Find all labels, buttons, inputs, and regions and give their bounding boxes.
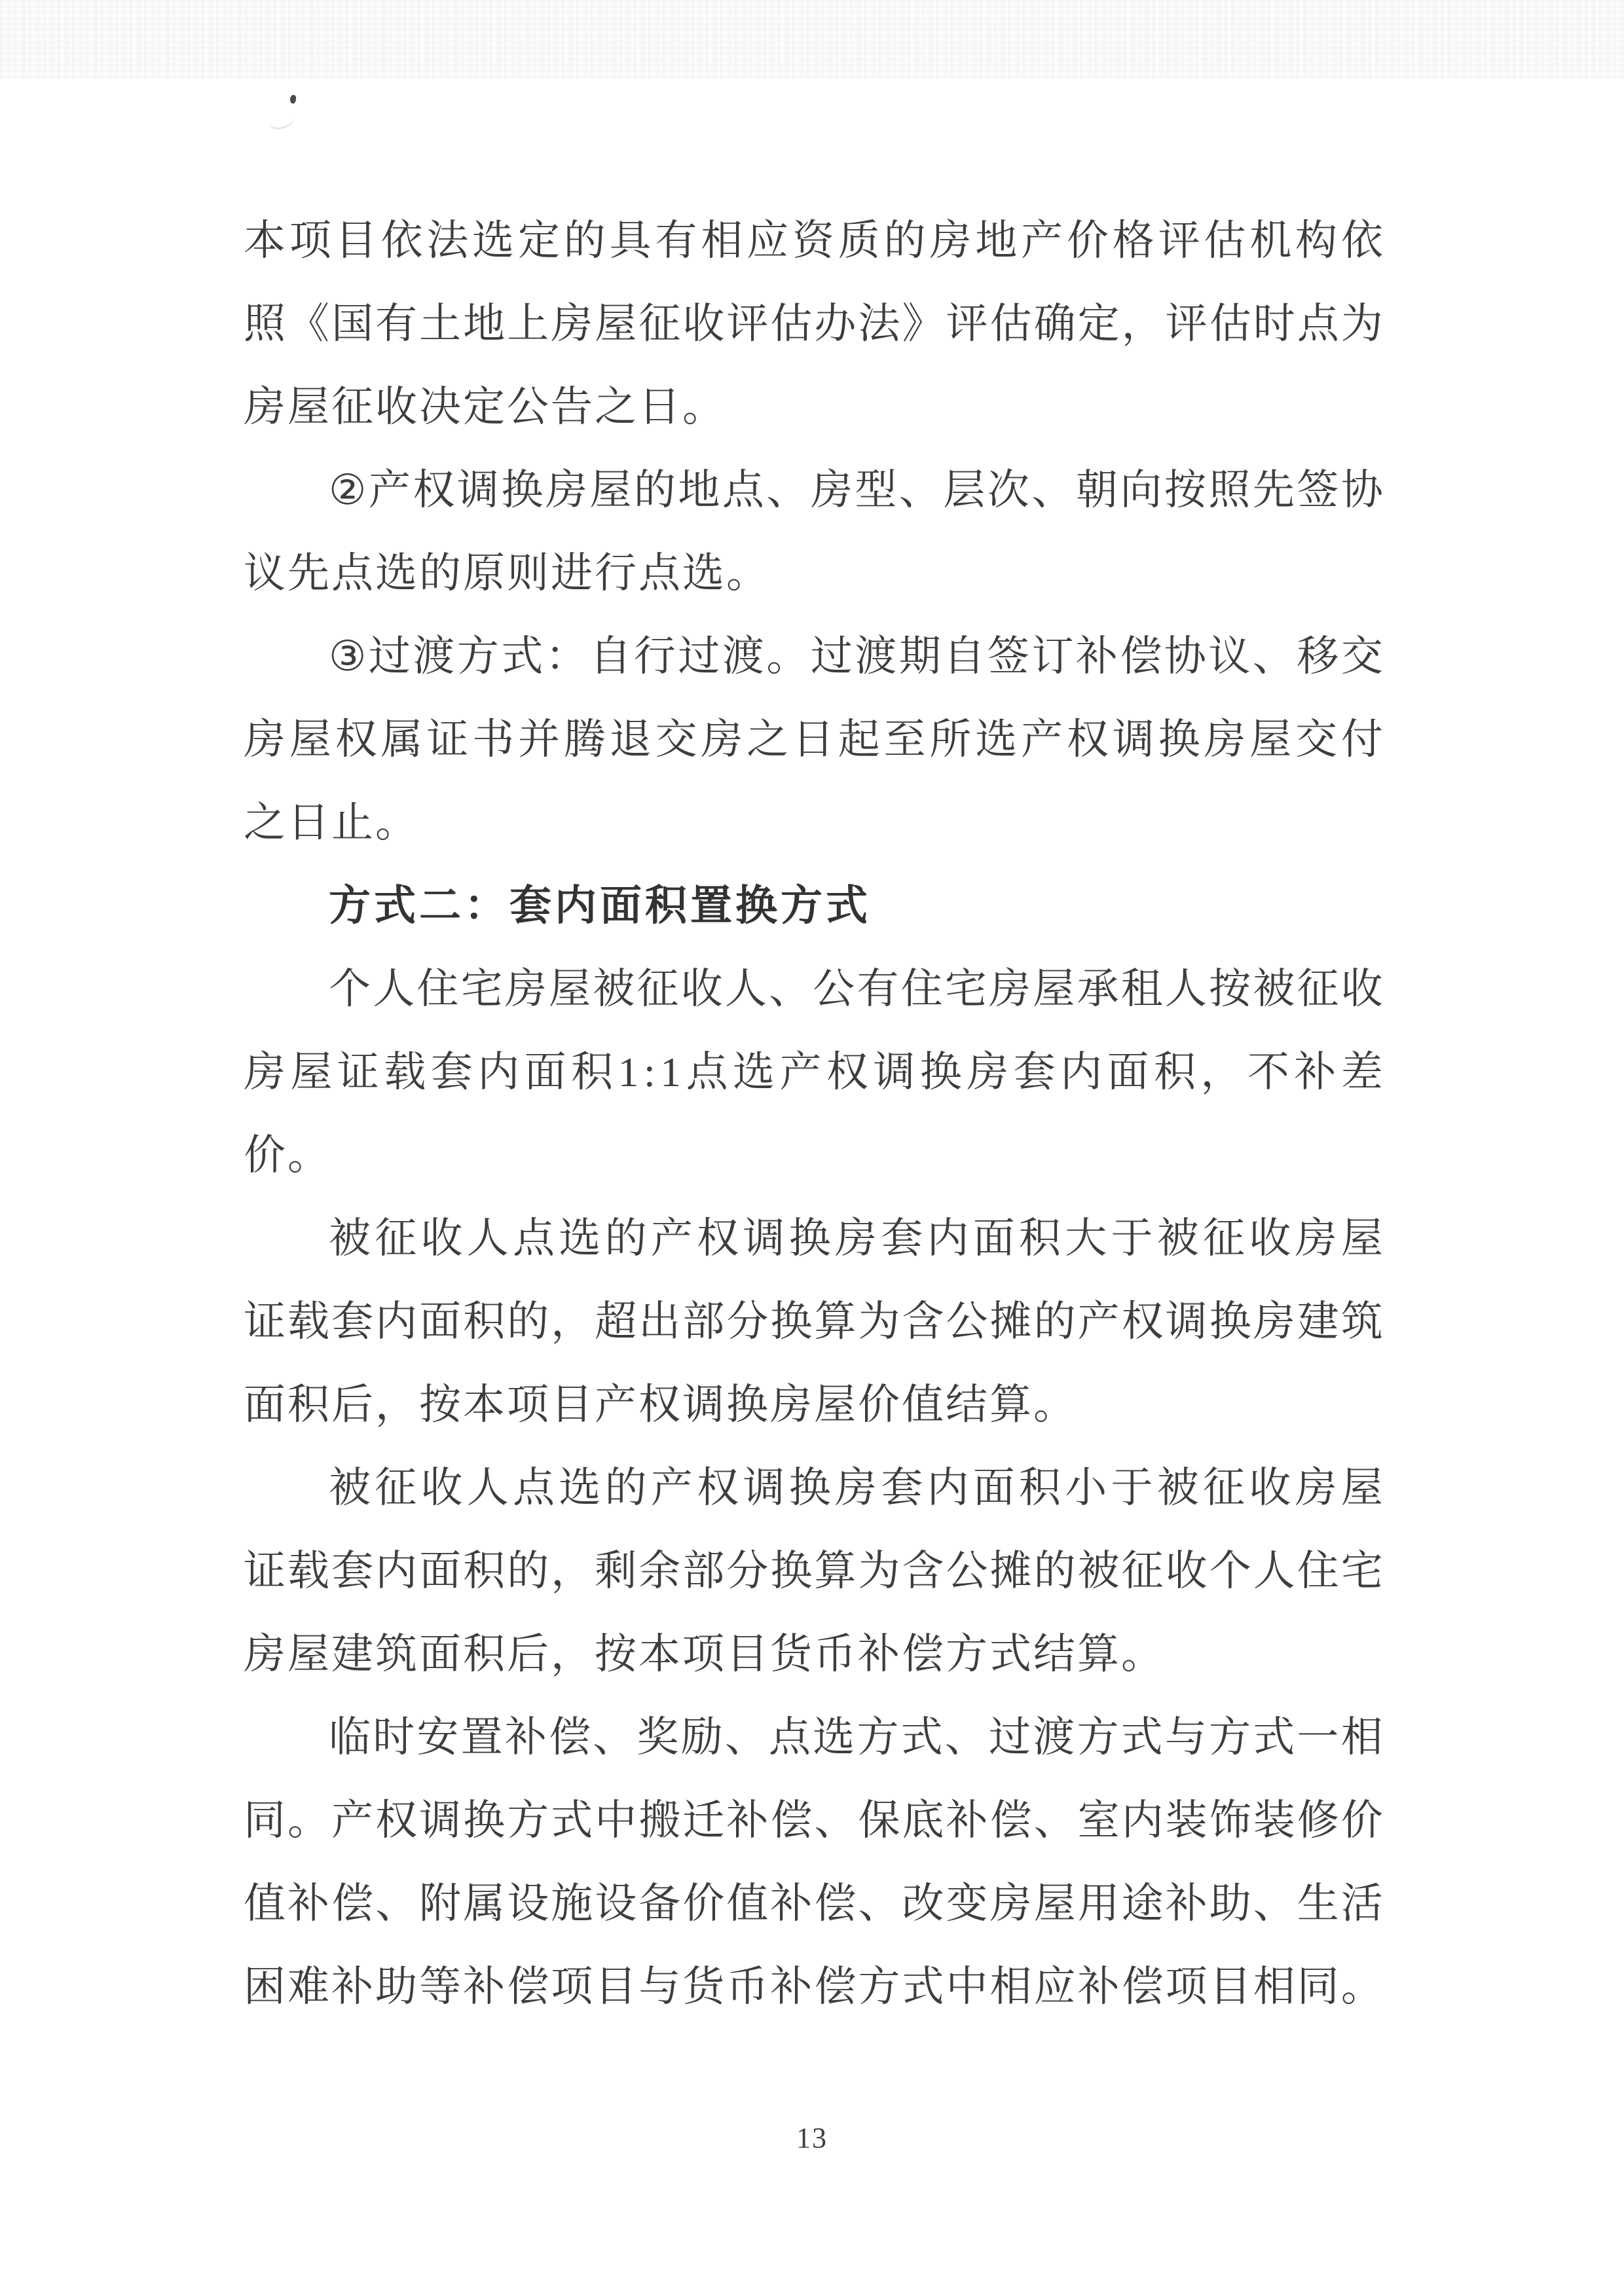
text-line: ③ 过 渡 方 式 ： 自 行 过 渡 。 过 渡 期 自 签 订 补 偿 协 议 、 移 交 bbox=[329, 633, 1383, 680]
text-line: 临 时 安 置 补 偿 、 奖 励 、 点 选 方 式 、 过 渡 方 式 与 方 式 一 相 bbox=[329, 1714, 1383, 1760]
section-heading: 方式二：套内面积置换方式 bbox=[329, 882, 871, 929]
text-line: 证 载 套 内 面 积 的 ， 剩 余 部 分 换 算 为 含 公 摊 的 被 征 收 个 人 住 宅 bbox=[244, 1548, 1383, 1594]
scan-ink-dot bbox=[289, 94, 297, 104]
text-line: 房屋征收决定公告之日。 bbox=[244, 384, 726, 430]
text-line: 照 《 国 有 土 地 上 房 屋 征 收 评 估 办 法 》 评 估 确 定 ， 评 估 时 点 为 bbox=[244, 301, 1383, 347]
text-line: 房屋建筑面积后，按本项目货币补偿方式结算。 bbox=[244, 1631, 1165, 1677]
text-line: 值 补 偿 、 附 属 设 施 设 备 价 值 补 偿 、 改 变 房 屋 用 途 补 助 、 生 活 bbox=[244, 1880, 1383, 1927]
text-line: 证 载 套 内 面 积 的 ， 超 出 部 分 换 算 为 含 公 摊 的 产 权 调 换 房 建 筑 bbox=[244, 1298, 1383, 1345]
text-line: 个 人 住 宅 房 屋 被 征 收 人 、 公 有 住 宅 房 屋 承 租 人 按 被 征 收 bbox=[329, 966, 1383, 1012]
scan-smudge-mark bbox=[267, 108, 296, 130]
text-line: 价。 bbox=[244, 1132, 331, 1178]
text-line: 之日止。 bbox=[244, 799, 419, 846]
text-line: 同 。 产 权 调 换 方 式 中 搬 迁 补 偿 、 保 底 补 偿 、 室 内 装 饰 装 修 价 bbox=[244, 1797, 1383, 1844]
text-line: 房 屋 证 载 套 内 面 积 1 : 1 点 选 产 权 调 换 房 套 内 面 积 ， 不 补 差 bbox=[244, 1049, 1383, 1095]
text-line: 被 征 收 人 点 选 的 产 权 调 换 房 套 内 面 积 大 于 被 征 收 房 屋 bbox=[329, 1215, 1383, 1262]
text-line: 面积后，按本项目产权调换房屋价值结算。 bbox=[244, 1381, 1077, 1428]
text-line: 本 项 目 依 法 选 定 的 具 有 相 应 资 质 的 房 地 产 价 格 评 估 机 构 依 bbox=[244, 217, 1383, 264]
text-line: 被 征 收 人 点 选 的 产 权 调 换 房 套 内 面 积 小 于 被 征 收 房 屋 bbox=[329, 1465, 1383, 1511]
scan-noise-band bbox=[0, 0, 1624, 79]
text-line: 困 难 补 助 等 补 偿 项 目 与 货 币 补 偿 方 式 中 相 应 补 偿 项 目 相 同 。 bbox=[244, 1963, 1383, 2010]
text-line: 议先点选的原则进行点选。 bbox=[244, 550, 770, 596]
text-line: ② 产 权 调 换 房 屋 的 地 点 、 房 型 、 层 次 、 朝 向 按 照 先 签 协 bbox=[329, 467, 1383, 513]
page-number: 13 bbox=[796, 2122, 828, 2154]
text-line: 房 屋 权 属 证 书 并 腾 退 交 房 之 日 起 至 所 选 产 权 调 换 房 屋 交 付 bbox=[244, 716, 1383, 763]
document-body bbox=[244, 199, 1383, 2028]
